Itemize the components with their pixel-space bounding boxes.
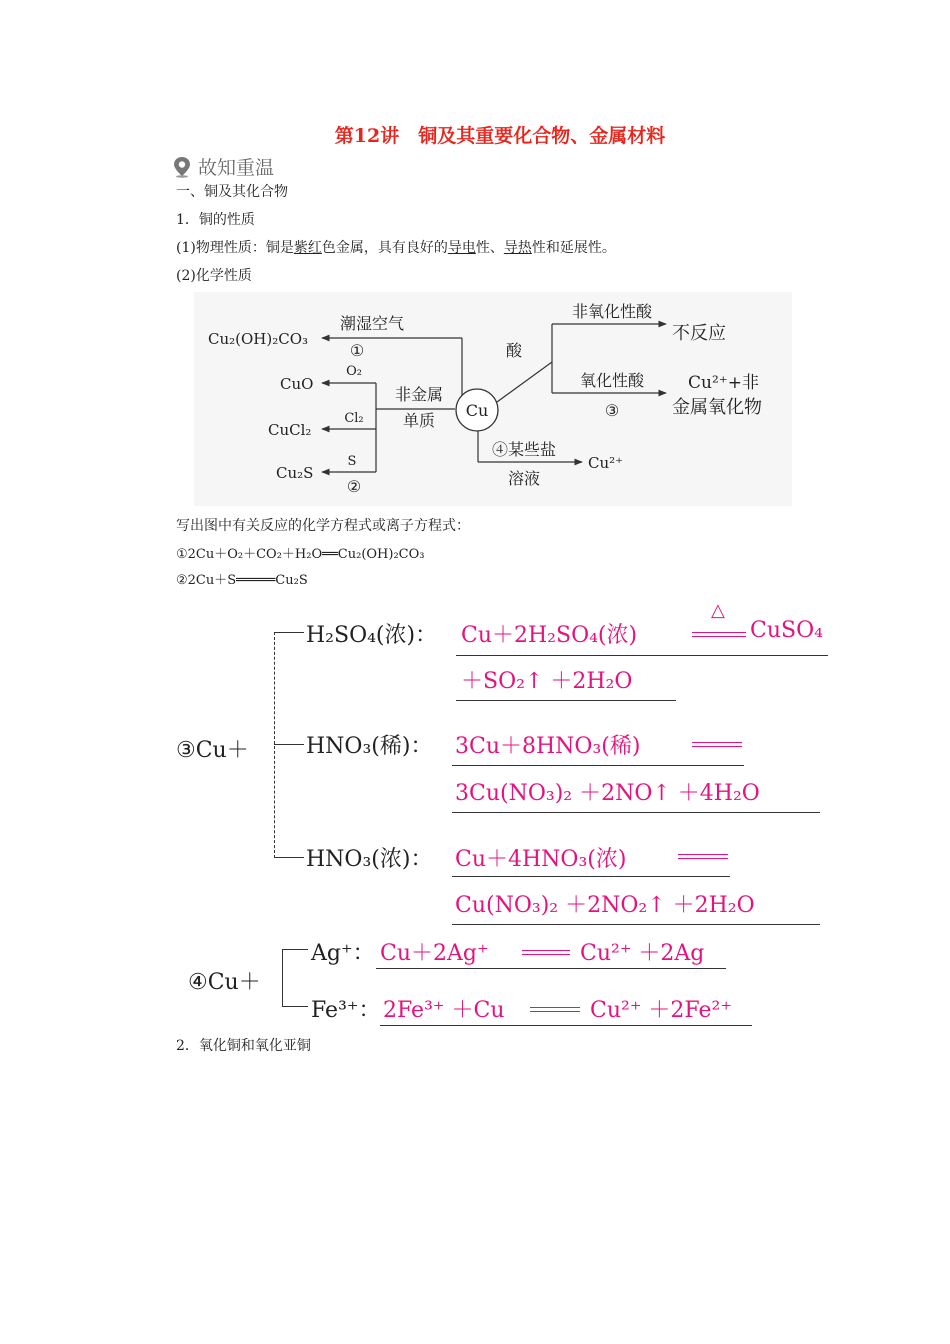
label-oxidizing-acid: 氧化性酸 bbox=[579, 371, 645, 390]
block3-label: ③Cu＋ bbox=[176, 738, 249, 763]
page-title: 第12讲 铜及其重要化合物、金属材料 bbox=[334, 125, 666, 147]
result-cu2: Cu²⁺ bbox=[588, 454, 624, 472]
label-humid-air: 潮湿空气 bbox=[339, 314, 405, 333]
label-salt-1: ④某些盐 bbox=[491, 440, 557, 459]
physical-thermal: 导热 bbox=[503, 240, 532, 256]
product-cu2oh2co3: Cu₂(OH)₂CO₃ bbox=[208, 330, 309, 348]
center-cu: Cu bbox=[465, 401, 489, 420]
item-copper-properties: 1．铜的性质 bbox=[176, 212, 255, 228]
product-cucl2: CuCl₂ bbox=[268, 421, 312, 439]
block3-r2-line2: 3Cu(NO₃)₂ ＋2NO↑ ＋4H₂O bbox=[455, 781, 760, 806]
block3-r2-reagent: HNO₃(稀)： bbox=[306, 734, 433, 759]
block3-r1-product: CuSO₄ bbox=[750, 618, 823, 643]
physical-properties bbox=[176, 237, 616, 257]
block3-r1-heat: △ bbox=[711, 600, 725, 621]
block4-r2-reagent: Fe³⁺： bbox=[311, 998, 381, 1023]
section-header bbox=[172, 153, 274, 180]
block4-r1-eq-right: Cu²⁺ ＋2Ag bbox=[580, 941, 705, 966]
label-acid: 酸 bbox=[505, 341, 523, 360]
result-no-reaction: 不反应 bbox=[672, 323, 726, 344]
block3-r2-line1: 3Cu＋8HNO₃(稀) bbox=[455, 734, 641, 759]
physical-prefix: (1)物理性质：铜是 bbox=[176, 240, 294, 256]
copper-reaction-diagram bbox=[194, 292, 792, 506]
physical-suffix: 性和延展性。 bbox=[531, 240, 616, 256]
label-salt-2: 溶液 bbox=[507, 469, 541, 488]
result-cu2-nonmetal-2: 金属氧化物 bbox=[672, 397, 762, 418]
product-cu2s: Cu₂S bbox=[276, 464, 314, 482]
label-num2: ② bbox=[346, 477, 362, 496]
block3-r3-line1: Cu＋4HNO₃(浓) bbox=[455, 847, 627, 872]
physical-color: 紫红 bbox=[293, 240, 322, 256]
result-cu2-nonmetal-1: Cu²⁺+非 bbox=[688, 373, 759, 393]
block4-r1-reagent: Ag⁺： bbox=[311, 941, 375, 966]
chemical-properties-title: (2)化学性质 bbox=[176, 268, 252, 284]
equation-prompt: 写出图中有关反应的化学方程式或离子方程式： bbox=[176, 518, 470, 534]
label-s: S bbox=[347, 454, 357, 469]
label-nonmetal-1: 非金属 bbox=[394, 385, 444, 404]
item-copper-oxides: 2．氧化铜和氧化亚铜 bbox=[176, 1038, 311, 1054]
block3-r1-line2: ＋SO₂↑ ＋2H₂O bbox=[461, 669, 633, 694]
block4-r2-eq-right: Cu²⁺ ＋2Fe²⁺ bbox=[590, 998, 732, 1023]
block4-r2-eq-left: 2Fe³⁺ ＋Cu bbox=[383, 998, 505, 1023]
label-num3: ③ bbox=[604, 401, 620, 420]
label-nonmetal-2: 单质 bbox=[402, 411, 436, 430]
label-o2: O₂ bbox=[346, 364, 362, 379]
product-cuo: CuO bbox=[280, 375, 314, 393]
equation-2: ②2Cu＋S═════Cu₂S bbox=[176, 573, 308, 588]
block3-r1-line1: Cu＋2H₂SO₄(浓) bbox=[461, 623, 638, 648]
block3-r3-reagent: HNO₃(浓)： bbox=[306, 847, 433, 872]
block3-r3-line2: Cu(NO₃)₂ ＋2NO₂↑ ＋2H₂O bbox=[455, 893, 755, 918]
physical-mid1: 色金属，具有良好的 bbox=[321, 240, 448, 256]
block4-r1-eq-left: Cu＋2Ag⁺ bbox=[380, 941, 489, 966]
label-cl2: Cl₂ bbox=[344, 411, 364, 426]
section-label: 故知重温 bbox=[198, 157, 275, 179]
block4-label: ④Cu＋ bbox=[188, 970, 261, 995]
block3-r1-reagent: H₂SO₄(浓)： bbox=[306, 623, 438, 648]
physical-conductivity: 导电 bbox=[447, 240, 476, 256]
heading-copper-compounds: 一、铜及其化合物 bbox=[176, 184, 288, 200]
equation-1: ①2Cu＋O₂＋CO₂＋H₂O══Cu₂(OH)₂CO₃ bbox=[176, 547, 425, 562]
label-non-oxidizing-acid: 非氧化性酸 bbox=[571, 302, 653, 321]
location-pin-icon bbox=[172, 156, 192, 178]
physical-mid2: 性、 bbox=[475, 240, 504, 256]
label-num1: ① bbox=[349, 341, 365, 360]
